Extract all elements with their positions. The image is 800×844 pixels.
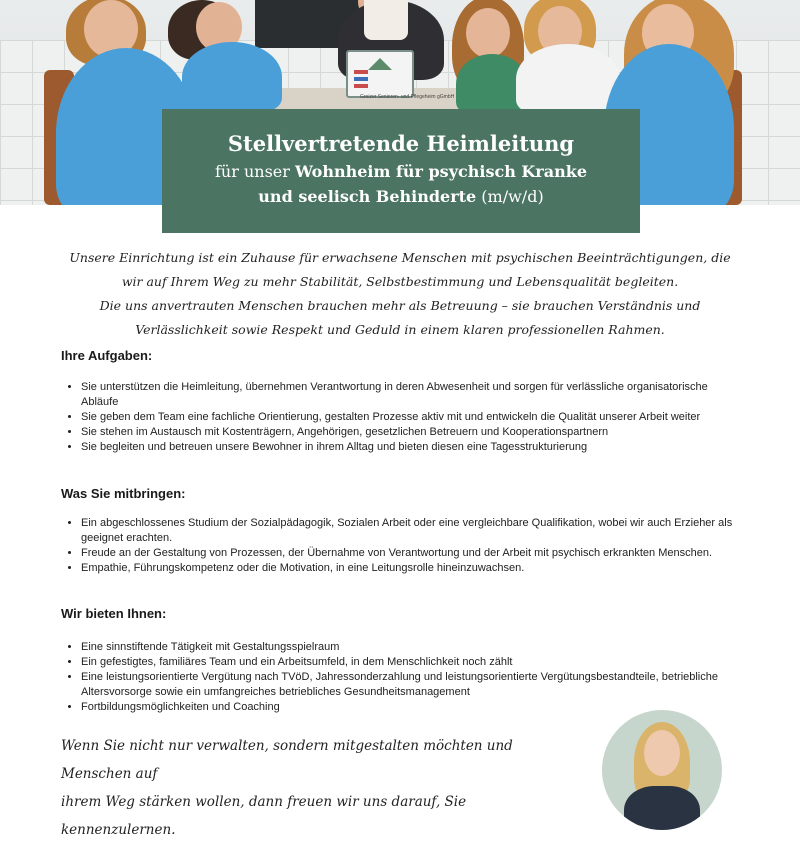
person-nurse-5 [516,44,620,114]
person-blouse [364,0,408,40]
person-nurse-2 [182,42,282,112]
subtitle-bold-2: und seelisch Behinderte [258,187,477,206]
logo-stripe [354,70,368,74]
list-item: • Sie begleiten und betreuen unsere Bewohner in ihrem Alltag und bieten diesen eine Tagesstrukturierung [81,440,741,455]
list-item: • Ein gefestigtes, familiäres Team und ein Arbeitsumfeld, in dem Menschlichkeit noch zählt [81,655,741,670]
job-subtitle-line-1 [162,159,640,184]
subtitle-suffix: (m/w/d) [476,187,544,206]
avatar-body [624,786,700,830]
logo-stripe [354,77,368,81]
closing-text [61,732,581,844]
list-item: • Fortbildungsmöglichkeiten und Coaching [81,700,741,715]
list-item: • Eine sinnstiftende Tätigkeit mit Gestaltungsspielraum [81,640,741,655]
title-box [162,109,640,233]
list-item: • Sie geben dem Team eine fachliche Orientierung, gestalten Prozesse aktiv mit und entwickeln die Qualität unserer Arbeit weiter [81,410,741,425]
list-item: • Empathie, Führungskompetenz oder die Motivation, in eine Leitungsrolle hineinzuwachsen. [81,561,741,576]
closing-line: ihrem Weg stärken wollen, dann freuen wir uns darauf, Sie kennenzulernen. [61,794,467,838]
logo-caption: Greizer Senioren- und Pflegeheim gGmbH [360,94,455,100]
logo-stripe [354,84,368,88]
section-heading-requirements: Was Sie mitbringen: [61,486,186,501]
subtitle-prefix: für unser [215,162,295,181]
closing-line: Wenn Sie nicht nur verwalten, sondern mitgestalten möchten und Menschen auf [61,738,513,782]
intro-line: wir auf Ihrem Weg zu mehr Stabilität, Selbstbestimmung und Lebensqualität begleiten. [121,274,679,289]
list-item: • Ein abgeschlossenes Studium der Sozialpädagogik, Sozialen Arbeit oder eine vergleichbare Qualifikation, wobei wir auch Erzieher als geeignet erachten. [81,516,741,546]
section-heading-offer: Wir bieten Ihnen: [61,606,167,621]
contact-avatar [602,710,722,830]
section-heading-tasks: Ihre Aufgaben: [61,348,153,363]
intro-line: Unsere Einrichtung ist ein Zuhause für erwachsene Menschen mit psychischen Beeinträchtigungen, die [69,250,731,265]
list-item: • Sie unterstützen die Heimleitung, übernehmen Verantwortung in deren Abwesenheit und sorgen für verlässliche organisatorische Abläufe [81,380,741,410]
job-title: Stellvertretende Heimleitung [227,131,575,156]
intro-line: Die uns anvertrauten Menschen brauchen mehr als Betreuung – sie brauchen Verständnis und [99,298,701,313]
list-item: • Eine leistungsorientierte Vergütung nach TVöD, Jahressonderzahlung und leistungsorientierte Vergütungsbestandteile, betriebliche Altersvorsorge sowie ein umfangreiches betriebliches Gesundheitsmanagement [81,670,741,700]
job-subtitle-line-2 [162,184,640,209]
house-roof-icon [368,58,392,70]
intro-line: Verlässlichkeit sowie Respekt und Geduld in einem klaren professionellen Rahmen. [135,322,665,337]
tasks-list [61,380,741,455]
list-item: • Freude an der Gestaltung von Prozessen, der Übernahme von Verantwortung und der Arbeit mit psychisch erkrankten Menschen. [81,546,741,561]
person-head [466,8,510,58]
logo-sign [346,50,414,98]
subtitle-bold-1: Wohnheim für psychisch Kranke [294,162,587,181]
requirements-list [61,516,741,576]
list-item: • Sie stehen im Austausch mit Kostenträgern, Angehörigen, gesetzlichen Betreuern und Kooperationspartnern [81,425,741,440]
offer-list [61,640,741,715]
avatar-face [644,730,680,776]
intro-text [40,246,760,342]
